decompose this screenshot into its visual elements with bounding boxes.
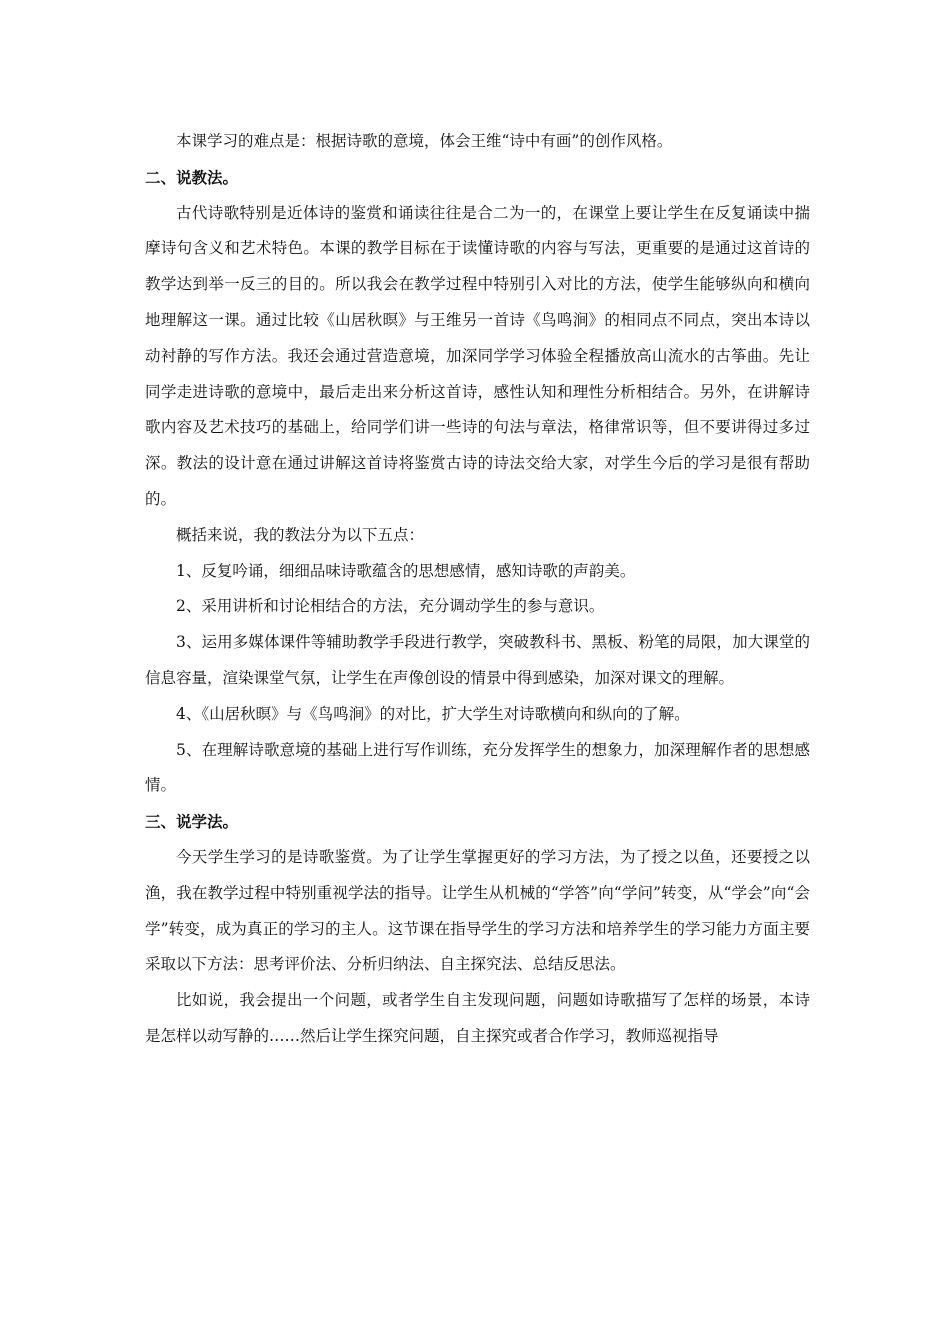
paragraph-learning-method: 今天学生学习的是诗歌鉴赏。为了让学生掌握更好的学习方法，为了授之以鱼，还要授之以渔，我在教学过程中特别重视学法的指导。让学生从机械的“学答”向“学问”转变，从“学会”向“会学”转变，成为真正的学习的主人。这节课在指导学生的学习方法和培养学生的学习能力方面主要采取以下方法：思考评价法、分析归纳法、自主探究法、总结反思法。 <box>145 847 810 974</box>
paragraph-teaching-method-intro: 古代诗歌特别是近体诗的鉴赏和诵读往往是合二为一的，在课堂上要让学生在反复诵读中揣摩诗句含义和艺术特色。本课的教学目标在于读懂诗歌的内容与写法，更重要的是通过这首诗的教学达到举一反三的目的。所以我会在教学过程中特别引入对比的方法，使学生能够纵向和横向地理解这一课。通过比较《山居秋暝》与王维另一首诗《鸟鸣涧》的相同点不同点，突出本诗以动衬静的写作方法。我还会通过营造意境，加深同学学习体验全程播放高山流水的古筝曲。先让同学走进诗歌的意境中，最后走出来分析这首诗，感性认知和理性分析相结合。另外，在讲解诗歌内容及艺术技巧的基础上，给同学们讲一些诗的句法与章法，格律常识等，但不要讲得过多过深。教法的设计意在通过讲解这首诗将鉴赏古诗的诗法交给大家，对学生今后的学习是很有帮助的。 <box>145 203 810 508</box>
list-item-method-2: 2、采用讲析和讨论相结合的方法，充分调动学生的参与意识。 <box>176 597 605 616</box>
list-item-method-3: 3、运用多媒体课件等辅助教学手段进行教学，突破教科书、黑板、粉笔的局限，加大课堂的信息容量，渲染课堂气氛，让学生在声像创设的情景中得到感染，加深对课文的理解。 <box>145 633 810 687</box>
list-item-method-4: 4、《山居秋暝》与《鸟鸣涧》的对比，扩大学生对诗歌横向和纵向的了解。 <box>176 704 690 723</box>
list-item-method-1: 1、反复吟诵，细细品味诗歌蕴含的思想感情，感知诗歌的声韵美。 <box>176 561 636 580</box>
paragraph-difficulty: 本课学习的难点是：根据诗歌的意境，体会王维“诗中有画”的创作风格。 <box>176 132 673 150</box>
paragraph-example: 比如说，我会提出一个问题，或者学生自主发现问题，问题如诗歌描写了怎样的场景，本诗是怎样以动写静的……然后让学生探究问题，自主探究或者合作学习，教师巡视指导 <box>145 991 810 1045</box>
section-heading-teaching-method: 二、说教法。 <box>145 167 239 187</box>
section-heading-learning-method: 三、说学法。 <box>145 812 239 832</box>
paragraph-teaching-method-summary: 概括来说，我的教法分为以下五点： <box>176 525 425 544</box>
document-body <box>145 124 810 1055</box>
list-item-method-5: 5、在理解诗歌意境的基础上进行写作训练，充分发挥学生的想象力，加深理解作者的思想感情。 <box>145 740 810 795</box>
